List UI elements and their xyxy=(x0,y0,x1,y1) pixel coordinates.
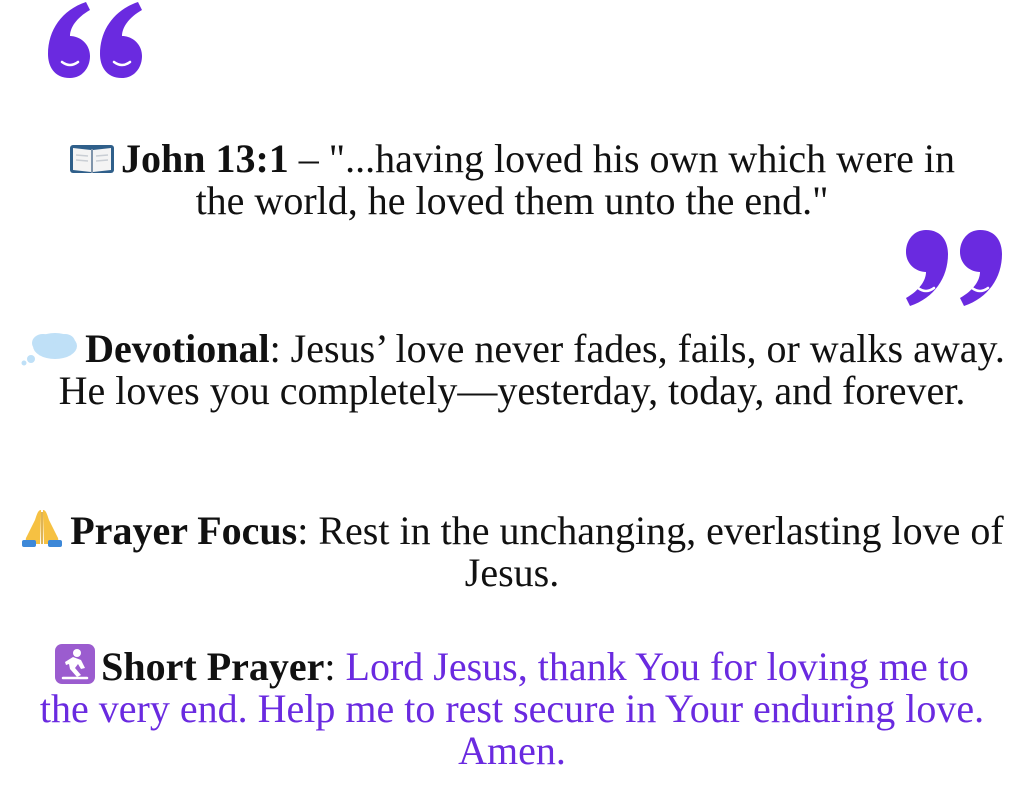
close-quote-icon xyxy=(902,226,1006,308)
devotional-text: : Jesus’ love never fades, fails, or walks away. He loves you completely—yesterday, today, and forever. xyxy=(58,326,1005,413)
praying-hands-icon xyxy=(20,508,64,548)
short-prayer-text: Lord Jesus, thank You for loving me to the very end. Help me to rest secure in Your enduring love. Amen. xyxy=(39,644,985,773)
verse-reference: John 13:1 xyxy=(120,136,289,181)
prayer-focus-label: Prayer Focus xyxy=(70,508,298,553)
short-prayer-label: Short Prayer xyxy=(101,644,325,689)
short-prayer-block xyxy=(0,644,1024,772)
thought-bubble-icon xyxy=(19,330,79,366)
devotional-block xyxy=(0,328,1024,412)
prayer-focus-text: : Rest in the unchanging, everlasting love of Jesus. xyxy=(297,508,1004,595)
open-quote-icon xyxy=(46,0,146,80)
devotional-label: Devotional xyxy=(85,326,270,371)
prayer-focus-block xyxy=(0,508,1024,594)
verse-separator: – xyxy=(288,136,329,181)
open-book-icon xyxy=(69,142,115,176)
short-prayer-colon: : xyxy=(324,644,346,689)
verse-block xyxy=(0,138,1024,222)
place-of-worship-icon xyxy=(55,644,95,684)
verse-text: "...having loved his own which were in the world, he loved them unto the end." xyxy=(195,136,956,223)
